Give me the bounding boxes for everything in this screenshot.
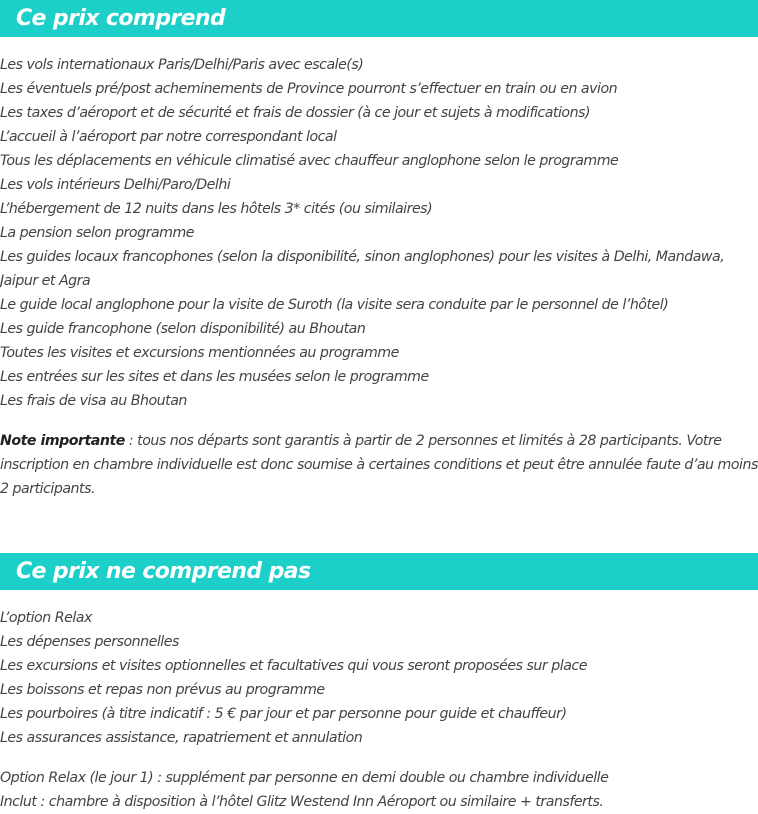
important-note (0, 429, 758, 501)
list-item: La pension selon programme (0, 225, 195, 241)
list-item: Les guides locaux francophones (selon la disponibilité, sinon anglophones) pour les visites à Delhi, Mandawa, Jaipur et Agra (0, 249, 725, 289)
excluded-title: Ce prix ne comprend pas (16, 559, 311, 584)
list-item: Les excursions et visites optionnelles et facultatives qui vous seront proposées sur place (0, 658, 587, 674)
relax-option (0, 766, 758, 814)
list-item: Les taxes d’aéroport et de sécurité et frais de dossier (à ce jour et sujets à modifications) (0, 105, 591, 121)
list-item: Les vols intérieurs Delhi/Paro/Delhi (0, 177, 231, 193)
included-title: Ce prix comprend (16, 6, 226, 31)
list-item: Les dépenses personnelles (0, 634, 179, 650)
relax-option-line: Option Relax (le jour 1) : supplément par personne en demi double ou chambre individuelle (0, 770, 609, 786)
list-item: Les entrées sur les sites et dans les musées selon le programme (0, 369, 429, 385)
excluded-list (0, 606, 758, 750)
note-text: : tous nos départs sont garantis à partir de 2 personnes et limités à 28 participants. Votre inscription en chambre individuelle est donc soumise à certaines conditions et peut être annulée faute d’au moins 2 participants. (0, 433, 758, 497)
note-label: Note importante (0, 433, 125, 449)
list-item: Tous les déplacements en véhicule climatisé avec chauffeur anglophone selon le programme (0, 153, 619, 169)
excluded-section (0, 553, 758, 814)
excluded-header (0, 553, 758, 590)
included-list (0, 53, 758, 413)
list-item: Les boissons et repas non prévus au programme (0, 682, 325, 698)
list-item: Les pourboires (à titre indicatif : 5 € par jour et par personne pour guide et chauffeur) (0, 706, 567, 722)
list-item: L’accueil à l’aéroport par notre correspondant local (0, 129, 337, 145)
list-item: Le guide local anglophone pour la visite de Suroth (la visite sera conduite par le personnel de l’hôtel) (0, 297, 669, 313)
list-item: L’option Relax (0, 610, 92, 626)
list-item: Les assurances assistance, rapatriement et annulation (0, 730, 363, 746)
list-item: Les frais de visa au Bhoutan (0, 393, 187, 409)
list-item: Les vols internationaux Paris/Delhi/Paris avec escale(s) (0, 57, 364, 73)
list-item: Toutes les visites et excursions mentionnées au programme (0, 345, 399, 361)
list-item: Les éventuels pré/post acheminements de Province pourront s’effectuer en train ou en avion (0, 81, 618, 97)
list-item: Les guide francophone (selon disponibilité) au Bhoutan (0, 321, 366, 337)
included-header (0, 0, 758, 37)
list-item: L’hébergement de 12 nuits dans les hôtels 3* cités (ou similaires) (0, 201, 433, 217)
relax-option-includes: Inclut : chambre à disposition à l’hôtel Glitz Westend Inn Aéroport ou similaire + transferts. (0, 794, 604, 810)
